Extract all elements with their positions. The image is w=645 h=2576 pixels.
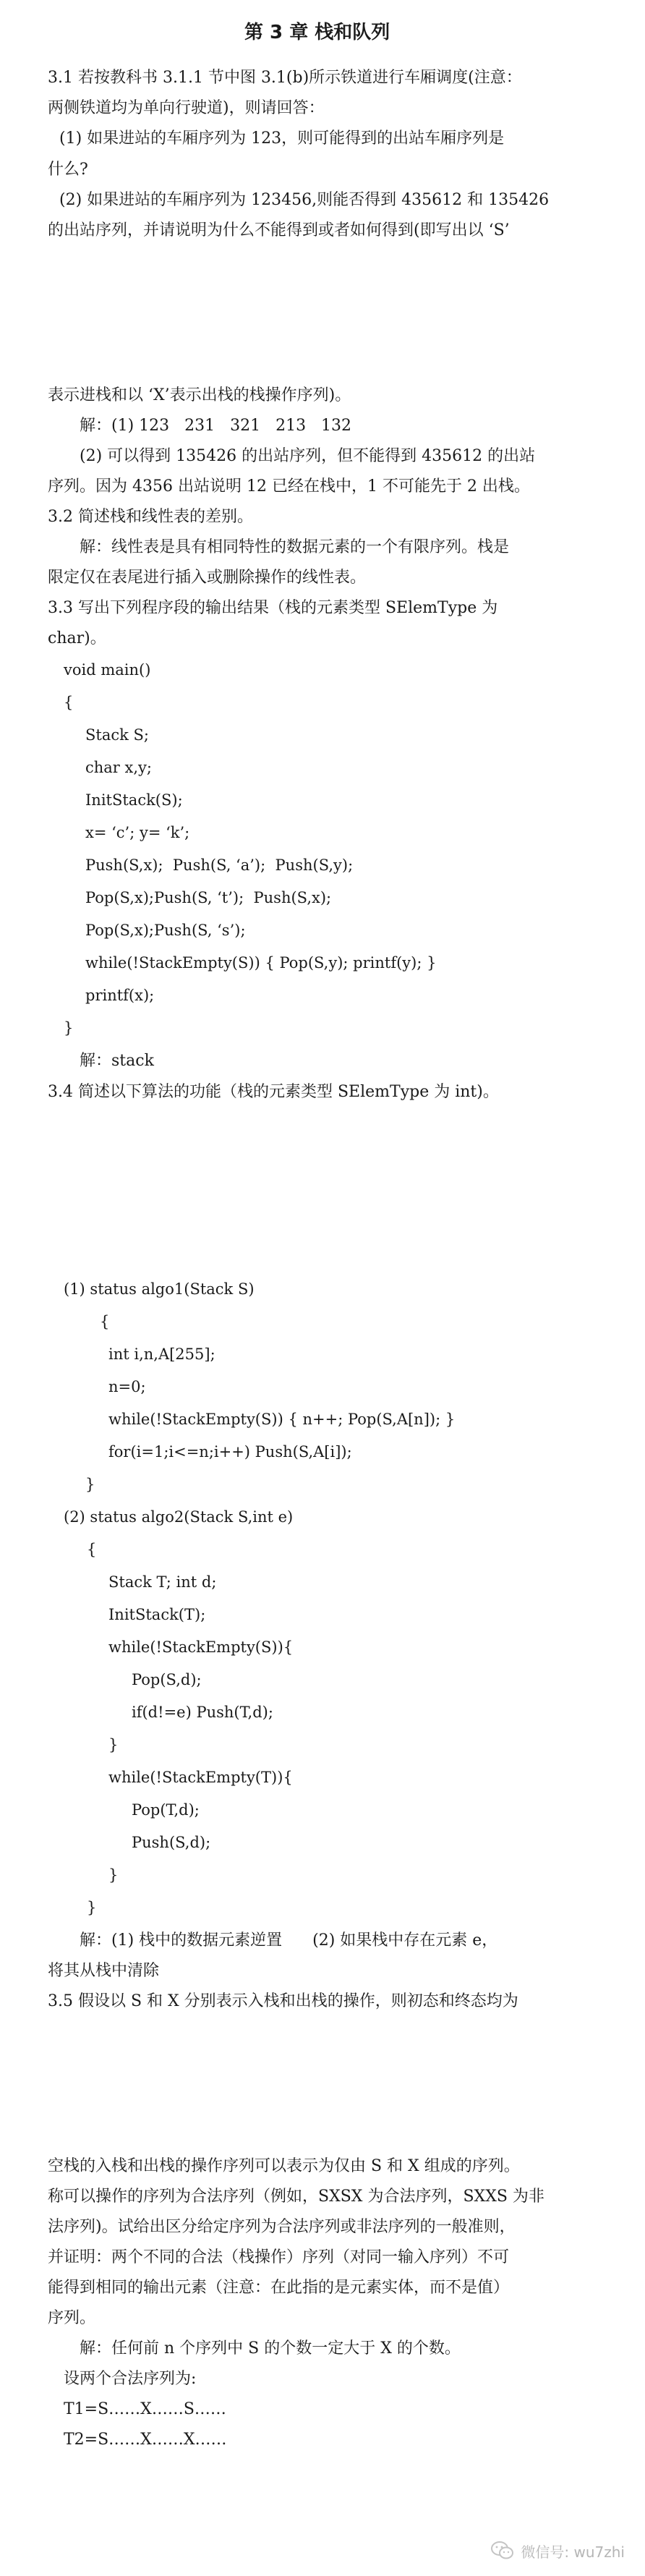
code-line: n=0; (108, 1378, 146, 1395)
watermark-text: 微信号: wu7zhi (521, 2543, 625, 2561)
q35-line-6: 能得到相同的输出元素（注意：在此指的是元素实体，而不是值） (48, 2279, 510, 2297)
code-line: while(!StackEmpty(T)){ (108, 1769, 293, 1786)
q31-answer-3: 序列。因为 4356 出站说明 12 已经在栈中，1 不可能先于 2 出栈。 (48, 477, 530, 496)
q33-answer: 解：stack (80, 1052, 154, 1070)
q35-answer-2: 设两个合法序列为: (64, 2370, 197, 2388)
q32-answer-2: 限定仅在表尾进行插入或删除操作的线性表。 (48, 569, 367, 587)
wechat-watermark (490, 2536, 625, 2565)
q31-line-2: 两侧铁道均为单向行驶道)，则请回答： (48, 99, 325, 117)
q31-line-1: 3.1 若按教科书 3.1.1 节中图 3.1(b)所示铁道进行车厢调度(注意： (48, 69, 522, 87)
code-line: { (100, 1313, 110, 1330)
code-line: Stack S; (85, 726, 149, 744)
code-line: while(!StackEmpty(S)) { Pop(S,y); printf(y); } (85, 954, 437, 972)
code-line: Pop(S,d); (132, 1671, 202, 1688)
code-line: Pop(S,x);Push(S, ‘s’); (85, 922, 246, 939)
code-line: Stack T; int d; (108, 1573, 217, 1591)
q31-line-3: (1) 如果进站的车厢序列为 123，则可能得到的出站车厢序列是 (59, 129, 505, 148)
code-line: { (87, 1541, 97, 1558)
q35-sequence-t1: T1=S……X……S…… (64, 2400, 226, 2418)
q31-answer-1: 解：(1) 123 231 321 213 132 (80, 417, 352, 435)
code-line: (1) status algo1(Stack S) (64, 1280, 255, 1298)
q35-line-4: 法序列)。试给出区分给定序列为合法序列或非法序列的一般准则， (48, 2218, 516, 2236)
q34-answer-2: 将其从栈中清除 (48, 1962, 160, 1980)
code-line: } (108, 1866, 119, 1884)
q31-line-4: 什么? (48, 161, 88, 179)
q35-line-5: 并证明：两个不同的合法（栈操作）序列（对同一输入序列）不可 (48, 2248, 510, 2266)
q34-answer-1: 解：(1) 栈中的数据元素逆置 (2) 如果栈中存在元素 e， (80, 1931, 498, 1950)
q31-line-6: 的出站序列，并请说明为什么不能得到或者如何得到(即写出以 ‘S’ (48, 221, 510, 239)
code-line: } (85, 1476, 95, 1493)
q35-line-7: 序列。 (48, 2309, 96, 2327)
code-line: InitStack(S); (85, 791, 183, 809)
q35-sequence-t2: T2=S……X……X…… (64, 2431, 227, 2449)
code-line: Push(S,d); (132, 1834, 211, 1851)
wechat-icon (490, 2540, 515, 2562)
code-line: x= ‘c’; y= ‘k’; (85, 824, 190, 841)
q31-answer-2: (2) 可以得到 135426 的出站序列，但不能得到 435612 的出站 (80, 447, 536, 465)
q31-line-7: 表示进栈和以 ‘X’表示出栈的栈操作序列)。 (48, 386, 351, 404)
code-line: while(!StackEmpty(S)){ (108, 1638, 294, 1656)
chapter-title: 第 3 章 栈和队列 (244, 22, 390, 43)
q32-answer-1: 解：线性表是具有相同特性的数据元素的一个有限序列。栈是 (80, 538, 510, 556)
q34-line-1: 3.4 简述以下算法的功能（栈的元素类型 SElemType 为 int)。 (48, 1083, 499, 1101)
q35-answer-1: 解：任何前 n 个序列中 S 的个数一定大于 X 的个数。 (80, 2339, 461, 2358)
q33-line-1: 3.3 写出下列程序段的输出结果（栈的元素类型 SElemType 为 (48, 599, 498, 617)
code-line: Pop(S,x);Push(S, ‘t’); Push(S,x); (85, 889, 332, 906)
code-line: Push(S,x); Push(S, ‘a’); Push(S,y); (85, 856, 354, 874)
q32-line-1: 3.2 简述栈和线性表的差别。 (48, 508, 253, 526)
code-line: printf(x); (85, 987, 155, 1004)
code-line: } (108, 1736, 119, 1754)
code-line: Pop(T,d); (132, 1801, 200, 1819)
q31-line-5: (2) 如果进站的车厢序列为 123456,则能否得到 435612 和 135426 (59, 191, 550, 209)
code-line: char x,y; (85, 759, 152, 776)
q35-line-2: 空栈的入栈和出栈的操作序列可以表示为仅由 S 和 X 组成的序列。 (48, 2157, 520, 2175)
code-line: InitStack(T); (108, 1606, 206, 1623)
code-line: while(!StackEmpty(S)) { n++; Pop(S,A[n]); } (108, 1411, 456, 1428)
code-line: { (64, 694, 74, 711)
q35-line-1: 3.5 假设以 S 和 X 分别表示入栈和出栈的操作，则初态和终态均为 (48, 1992, 518, 2010)
code-line: } (87, 1899, 97, 1916)
q33-line-2: char)。 (48, 629, 106, 647)
code-line: for(i=1;i<=n;i++) Push(S,A[i]); (108, 1443, 352, 1461)
code-line: if(d!=e) Push(T,d); (132, 1704, 273, 1721)
q35-line-3: 称可以操作的序列为合法序列（例如，SXSX 为合法序列，SXXS 为非 (48, 2188, 544, 2206)
code-line: } (64, 1019, 74, 1037)
code-line: void main() (64, 661, 151, 679)
code-line: int i,n,A[255]; (108, 1346, 215, 1363)
code-line: (2) status algo2(Stack S,int e) (64, 1508, 294, 1526)
